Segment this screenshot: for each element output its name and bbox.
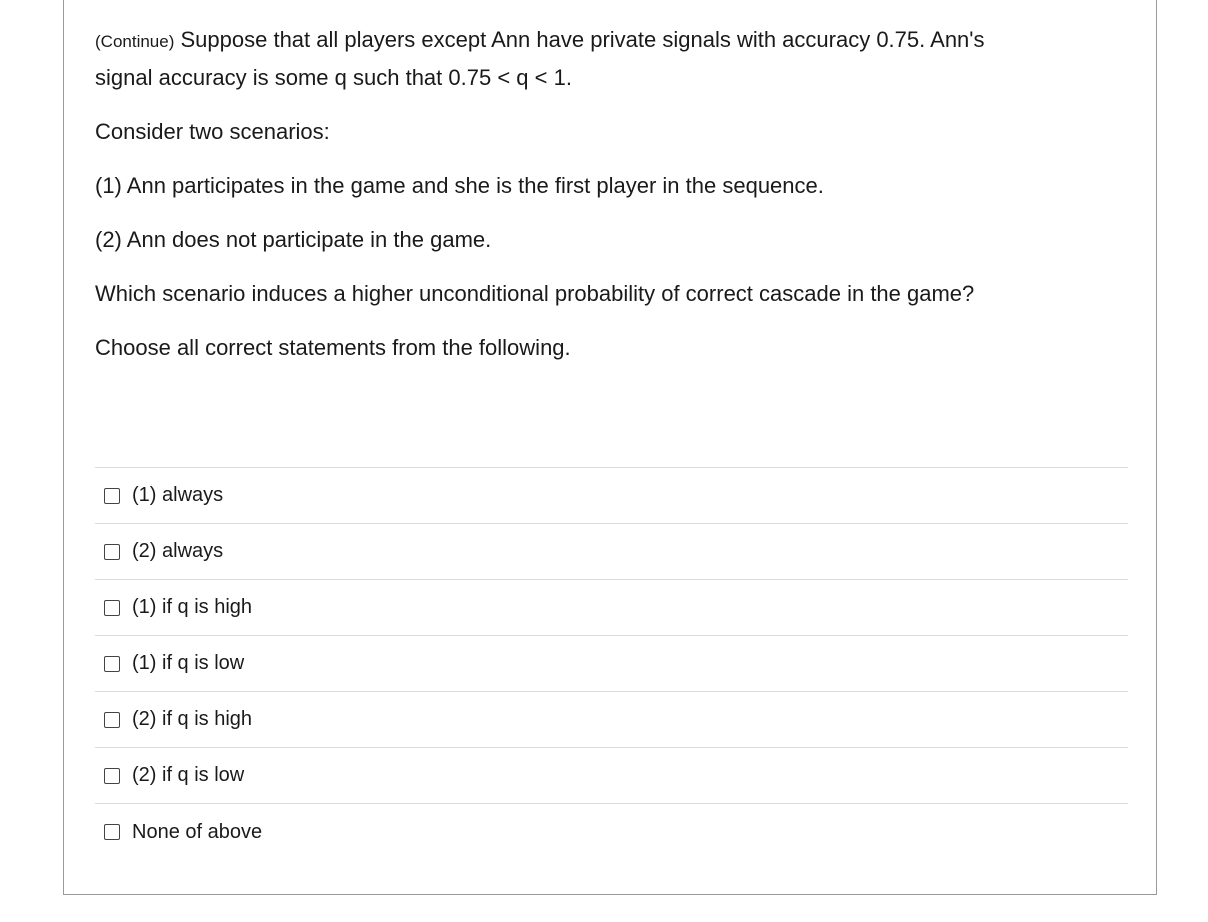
answer-option[interactable] — [95, 580, 1128, 636]
scenario-2: (2) Ann does not participate in the game. — [95, 227, 492, 252]
checkbox[interactable] — [104, 488, 120, 504]
answer-option[interactable] — [95, 692, 1128, 748]
question-text — [95, 22, 1095, 366]
answer-option[interactable] — [95, 468, 1128, 524]
question-line-2: signal accuracy is some q such that 0.75 < q < 1. — [95, 65, 572, 90]
checkbox[interactable] — [104, 768, 120, 784]
question-instruction: Choose all correct statements from the following. — [95, 335, 571, 360]
question-prompt: Which scenario induces a higher unconditional probability of correct cascade in the game? — [95, 281, 975, 306]
checkbox[interactable] — [104, 712, 120, 728]
checkbox[interactable] — [104, 544, 120, 560]
option-label[interactable]: (1) if q is low — [132, 652, 245, 674]
question-line-1: Suppose that all players except Ann have private signals with accuracy 0.75. Ann's — [174, 27, 985, 52]
checkbox[interactable] — [104, 824, 120, 840]
option-label[interactable]: None of above — [132, 820, 263, 843]
option-label[interactable]: (2) if q is low — [132, 764, 245, 786]
option-label[interactable]: (1) always — [132, 484, 224, 506]
answer-option[interactable] — [95, 636, 1128, 692]
scenarios-heading: Consider two scenarios: — [95, 119, 330, 144]
answer-option[interactable] — [95, 748, 1128, 804]
continue-tag: (Continue) — [95, 32, 175, 51]
scenario-1: (1) Ann participates in the game and she is the first player in the sequence. — [95, 173, 824, 198]
checkbox[interactable] — [104, 656, 120, 672]
option-label[interactable]: (2) always — [132, 540, 224, 562]
question-intro — [95, 22, 1095, 96]
answer-option[interactable] — [95, 804, 1128, 860]
checkbox[interactable] — [104, 600, 120, 616]
answer-option[interactable] — [95, 524, 1128, 580]
option-label[interactable]: (1) if q is high — [132, 596, 253, 618]
option-label[interactable]: (2) if q is high — [132, 708, 253, 730]
answer-options — [95, 467, 1128, 860]
